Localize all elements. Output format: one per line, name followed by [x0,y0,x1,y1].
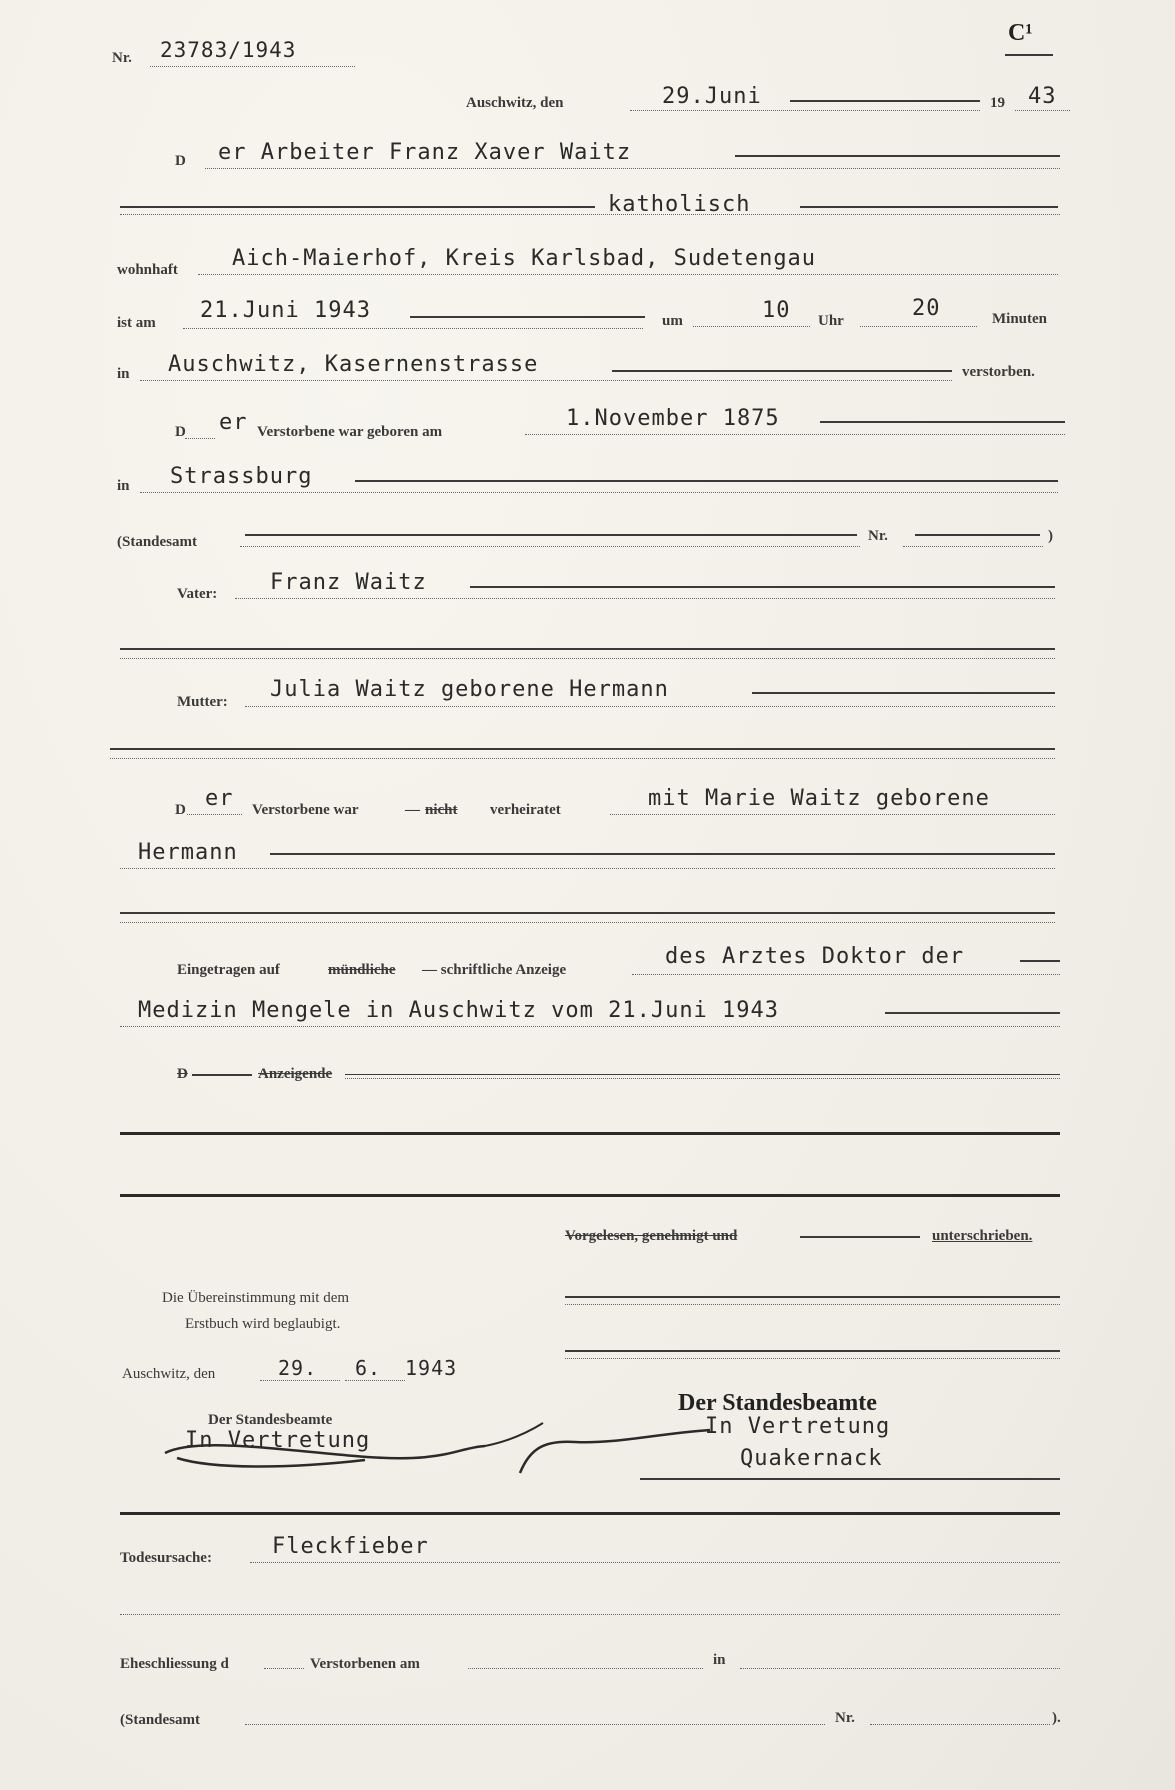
spouse-line-2-dash [270,853,1055,855]
anzeigende-dash [192,1074,252,1076]
marriage-empty-dotline [120,922,1055,923]
anzeigende-d: D [177,1066,188,1082]
cert-month-line [345,1380,405,1381]
cert-year: 1943 [405,1356,458,1380]
death-date-line [183,328,643,329]
registration-dash-1 [1020,960,1060,962]
mother-name: Julia Waitz geborene Hermann [270,677,669,702]
father-label: Vater: [177,586,218,602]
sig-dotline-1 [565,1304,1060,1305]
spouse-line-2: Hermann [138,840,238,865]
birth-er-line [185,438,215,439]
hour-line [693,326,810,327]
minute-line [860,326,977,327]
footer-nr-label: Nr. [835,1710,855,1726]
marriage-d-line [264,1668,304,1669]
birth-place-dash [355,480,1058,482]
document-date: 29.Juni [662,84,762,109]
religion-line [120,214,1060,215]
sig-line-1 [565,1296,1060,1298]
marriage-in-label: in [713,1652,726,1668]
unterschrieben-label: unterschrieben. [932,1228,1033,1244]
mother-second-line [110,748,1055,750]
footer-separator [120,1512,1060,1515]
year-suffix: 43 [1028,84,1057,109]
name-dash [735,155,1060,157]
birth-nr-label: Nr. [868,528,888,544]
registry-number: 23783/1943 [160,38,297,62]
marriage-place-label-b: Verstorbenen am [310,1656,420,1672]
birth-standesamt-label: (Standesamt [117,534,198,550]
registration-line-2 [120,1026,1060,1027]
marriage-er: er [205,786,234,811]
birth-nr-dash [915,534,1040,536]
mother-dash [752,692,1055,694]
registration-dash-2 [885,1012,1060,1014]
birth-nr-line [903,546,1043,547]
registration-label-b: — schriftliche Anzeige [422,962,567,978]
father-dash [470,586,1055,588]
death-minute: 20 [912,296,941,321]
death-place: Auschwitz, Kasernenstrasse [168,352,539,377]
form-code-underline [1005,54,1053,56]
registration-label-a: Eingetragen auf [177,962,280,978]
mother-label: Mutter: [177,694,228,710]
beglaubigt-line-2: Erstbuch wird beglaubigt. [185,1316,341,1332]
religion: katholisch [608,192,751,217]
death-place-label: in [117,366,130,382]
footer-nr-line [870,1724,1050,1725]
marriage-label-b: verheiratet [490,802,561,818]
left-sig-title: Der Standesbeamte [208,1412,333,1428]
left-signature-scribble [155,1418,545,1478]
mother-second-dotline [110,758,1055,759]
death-certificate-page: Nr. 23783/1943 C¹ Auschwitz, den 29.Juni 19 43 D er Arbeiter Franz Xaver Waitz katholisch wohnhaft Aich-Maierhof, Kreis Karlsbad, Sudetengau ist am 21.Juni 1943 um 10 Uhr 20 Minuten in Auschwitz, Kasernenstrasse verstorben. D er Verstorbene war geboren am 1.November 1875 in Strassburg (Standesamt Nr. ) Vater: Franz Waitz Mutter: Julia Waitz geborene Hermann D er Verstorbene war — nicht verheiratet mit Marie Waitz geborene Hermann Eingetragen auf mündliche — schriftliche Anzeige des Arztes Doktor der Medizin Mengele in Auschwitz vom 21.Juni 1943 D Anzeigende Vorgelesen, genehmigt und unterschrieben. Die Übereinstimmung mit dem Erstbuch wird beglaubigt. Auschwitz, den 29. 6. 1943 Der Standesbeamte In Vertretung Der Standesbeamte In Vertretung Quakernack Todesursache: Fleckfieber Eheschliessung d Verstorbenen am in (Standesamt Nr. ). [0,0,1175,1790]
marriage-d-prefix: D [175,802,186,818]
cert-day-line [260,1380,340,1381]
right-sig-line [640,1478,1060,1480]
cause-line [250,1562,1060,1563]
spouse-line-1: mit Marie Waitz geborene [648,786,990,811]
anzeigende-empty-line-1 [120,1132,1060,1135]
residence: Aich-Maierhof, Kreis Karlsbad, Sudetengau [232,246,817,271]
marriage-place-label-a: Eheschliessung d [120,1656,229,1672]
birth-date-dash [820,421,1065,423]
sig-line-2 [565,1350,1060,1352]
registration-value-2: Medizin Mengele in Auschwitz vom 21.Juni 1943 [138,998,780,1023]
right-sig-name: Quakernack [740,1446,883,1471]
birth-close-paren: ) [1048,528,1053,544]
death-hour: 10 [762,298,791,323]
birth-place: Strassburg [170,464,313,489]
beglaubigt-line-1: Die Übereinstimmung mit dem [162,1290,350,1306]
father-name: Franz Waitz [270,570,427,595]
spouse-line-2-dots [120,868,1055,869]
death-date-dash [410,316,645,318]
footer-close-paren: ). [1052,1710,1061,1726]
deceased-d-prefix: D [175,153,186,169]
year-line [1015,110,1070,111]
father-line [235,598,1055,599]
birth-er: er [219,410,248,435]
birth-standesamt-line [240,546,860,547]
right-sig-title: Der Standesbeamte [678,1390,877,1416]
birth-standesamt-dash [245,534,857,536]
religion-dash-2 [800,206,1058,208]
marriage-place-line [740,1668,1060,1669]
father-second-dotline [120,658,1055,659]
marriage-label-nicht: nicht [425,802,458,818]
birth-place-line [140,492,1058,493]
birth-d-prefix: D [175,424,186,440]
residence-label: wohnhaft [117,262,178,278]
footer-standesamt-label: (Standesamt [120,1712,201,1728]
death-place-line [140,380,952,381]
um-label: um [662,313,683,329]
nr-label: Nr. [112,50,132,66]
cert-place-label: Auschwitz, den [122,1366,216,1382]
marriage-er-line [187,814,242,815]
registration-line-1 [632,974,1060,975]
spouse-line-1-dots [610,814,1055,815]
cert-day: 29. [278,1356,318,1380]
cause-of-death: Fleckfieber [272,1534,429,1559]
deceased-name: er Arbeiter Franz Xaver Waitz [218,140,632,165]
verstorben-label: verstorben. [962,364,1035,380]
cause-second-line [120,1614,1060,1615]
place-date-label: Auschwitz, den [466,95,564,111]
birth-date-line [525,434,1065,435]
registration-value-1: des Arztes Doktor der [665,944,965,969]
death-date-label: ist am [117,315,156,331]
form-code: C¹ [1008,20,1033,46]
footer-standesamt-line [245,1724,825,1725]
date-dash [790,100,980,102]
left-sig-sub: In Vertretung [185,1428,371,1453]
residence-line [198,274,1058,275]
sig-dotline-2 [565,1358,1060,1359]
marriage-empty-line [120,912,1055,914]
nr-line [150,66,355,67]
birth-label: Verstorbene war geboren am [257,424,443,440]
marriage-label-a: Verstorbene war [252,802,359,818]
marriage-date-line [468,1668,703,1669]
minuten-label: Minuten [992,311,1048,327]
vorgelesen-dash [800,1236,920,1238]
anzeigende-label: Anzeigende [258,1066,333,1082]
anzeigende-line [345,1078,1060,1079]
date-line [630,110,980,111]
cert-month: 6. [355,1356,382,1380]
mother-line [245,706,1055,707]
death-place-dash [612,370,952,372]
year-prefix: 19 [990,95,1005,111]
father-second-line [120,648,1055,650]
right-sig-sub: In Vertretung [705,1414,891,1439]
vorgelesen-label: Vorgelesen, genehmigt und [565,1228,738,1244]
anzeigende-strike-line [345,1074,1060,1075]
uhr-label: Uhr [818,313,844,329]
registration-label-muendlich: mündliche [328,962,396,978]
name-line [205,168,1060,169]
anzeigende-empty-line-2 [120,1194,1060,1197]
birth-place-label: in [117,478,130,494]
death-date: 21.Juni 1943 [200,298,371,323]
cause-label: Todesursache: [120,1550,212,1566]
religion-dash [120,206,595,208]
birth-date: 1.November 1875 [566,406,780,431]
right-signature-scribble [515,1428,715,1478]
